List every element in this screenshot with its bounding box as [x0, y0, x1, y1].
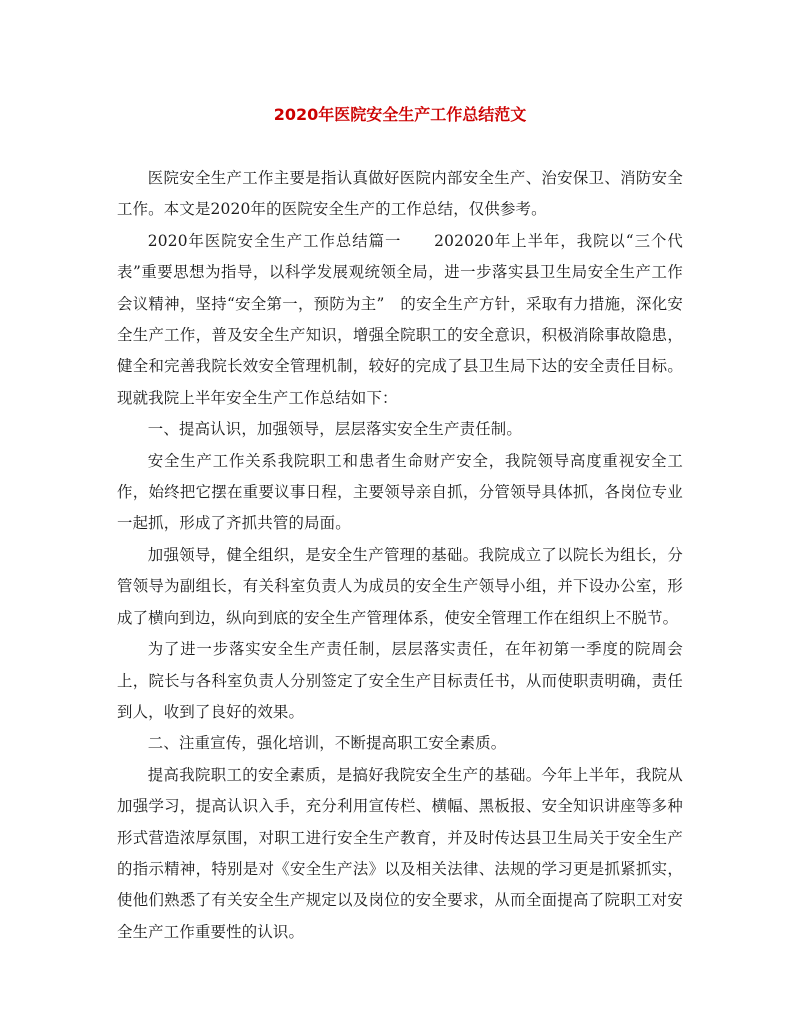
paragraph-summary-part-one: 2020年医院安全生产工作总结篇一 202020年上半年，我院以“三个代表”重要思想为指导，以科学发展观统领全局，进一步落实县卫生局安全生产工作会议精神，坚持“安全第一，预防为主” 的安全生产方针，采取有力措施，深化安全生产工作，普及安全生产知识，增强全院职工的安全意识，积极消除事故隐患，健全和完善我院长效安全管理机制，较好的完成了县卫生局下达的安全责任目标。现就我院上半年安全生产工作总结如下：: [117, 231, 683, 407]
paragraph-training: 提高我院职工的安全素质，是搞好我院安全生产的基础。今年上半年，我院从加强学习，提高认识入手，充分利用宣传栏、横幅、黑板报、安全知识讲座等多种形式营造浓厚氛围，对职工进行安全生产教育，并及时传达县卫生局关于安全生产的指示精神，特别是对《安全生产法》以及相关法律、法规的学习更是抓紧抓实，使他们熟悉了有关安全生产规定以及岗位的安全要求，从而全面提高了院职工对安全生产工作重要性的认识。: [117, 765, 683, 941]
document-title: 2020年医院安全生产工作总结范文: [273, 105, 527, 124]
paragraph-leadership-attention: 安全生产工作关系我院职工和患者生命财产安全，我院领导高度重视安全工作，始终把它摆在重要议事日程，主要领导亲自抓，分管领导具体抓，各岗位专业一起抓，形成了齐抓共管的局面。: [117, 451, 683, 533]
section-heading-two: 二、注重宣传，强化培训，不断提高职工安全素质。: [147, 734, 507, 753]
section-heading-one: 一、提高认识，加强领导，层层落实安全生产责任制。: [147, 420, 522, 439]
paragraph-intro: 医院安全生产工作主要是指认真做好医院内部安全生产、治安保卫、消防安全工作。本文是2020年的医院安全生产的工作总结，仅供参考。: [117, 169, 683, 219]
paragraph-organization: 加强领导，健全组织，是安全生产管理的基础。我院成立了以院长为组长，分管领导为副组长，有关科室负责人为成员的安全生产领导小组，并下设办公室，形成了横向到边，纵向到底的安全生产管理体系，使安全管理工作在组织上不脱节。: [117, 545, 683, 627]
document-body: [117, 163, 683, 948]
paragraph-responsibility: 为了进一步落实安全生产责任制，层层落实责任，在年初第一季度的院周会上，院长与各科室负责人分别签定了安全生产目标责任书，从而使职责明确，责任到人，收到了良好的效果。: [117, 640, 683, 721]
